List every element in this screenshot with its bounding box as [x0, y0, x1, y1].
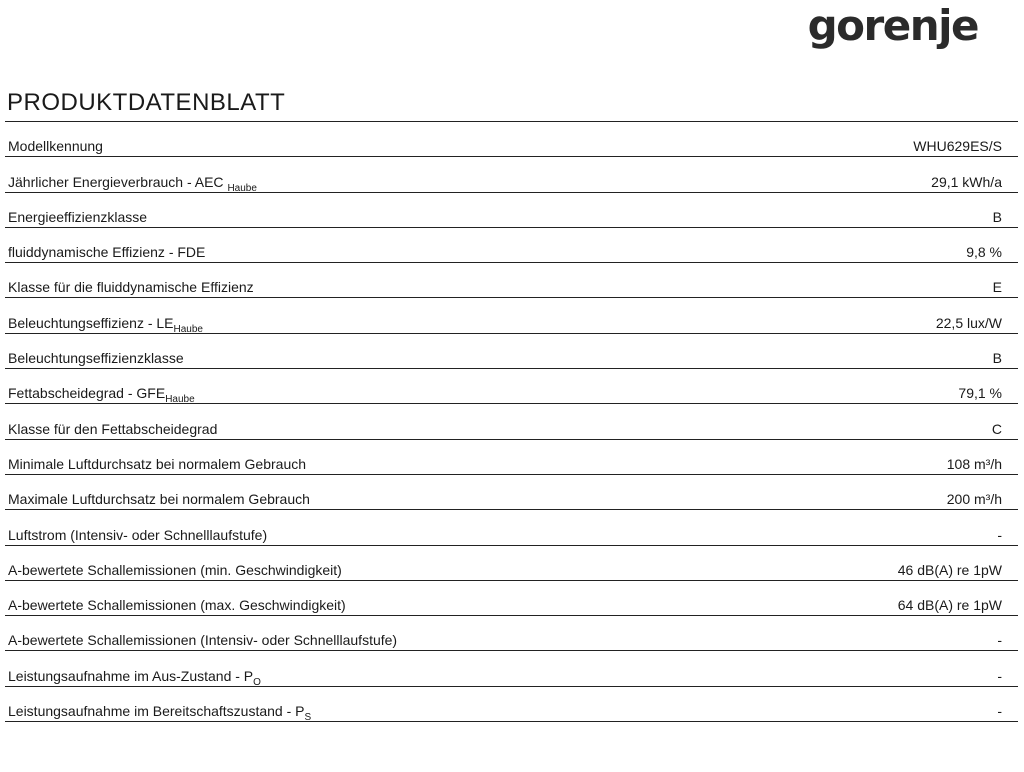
row-label: Modellkennung — [8, 138, 103, 155]
row-label: Jährlicher Energieverbrauch - AEC $_{Haube}$ — [8, 173, 257, 194]
row-label: A-bewertete Schallemissionen (max. Geschwindigkeit) — [8, 597, 346, 614]
row-label: Luftstrom (Intensiv- oder Schnelllaufstufe) — [8, 526, 268, 543]
row-value: E — [992, 279, 1002, 296]
row-value: 22,5 lux/W — [935, 314, 1002, 331]
row-value: 79,1 % — [958, 385, 1002, 402]
row-label: Fettabscheidegrad - $GFE_{Haube}$ — [8, 385, 195, 406]
brand-logo: gorenje — [807, 1, 978, 50]
table-row — [5, 581, 1018, 616]
row-label: fluiddynamische Effizienz - FDE — [8, 244, 206, 261]
table-row — [5, 687, 1018, 722]
table-row — [5, 369, 1018, 404]
table-row — [5, 440, 1018, 475]
table-row — [5, 157, 1018, 192]
table-row — [5, 193, 1018, 228]
row-label: Leistungsaufnahme im $Aus-Zustand - P_O$ — [8, 667, 261, 688]
table-row — [5, 298, 1018, 333]
table-row — [5, 651, 1018, 686]
row-label: Maximale Luftdurchsatz bei normalem Gebrauch — [8, 491, 310, 508]
row-value: 9,8 % — [966, 244, 1002, 261]
row-value: 46 dB(A) re 1pW — [897, 561, 1002, 578]
table-row — [5, 510, 1018, 545]
row-value: B — [992, 208, 1002, 225]
row-label: Beleuchtungseffizienzklasse — [8, 350, 184, 367]
row-value: - — [997, 667, 1002, 684]
row-label: Minimale Luftdurchsatz bei normalem Gebrauch — [8, 455, 307, 472]
row-value: - — [997, 632, 1002, 649]
table-row — [5, 404, 1018, 439]
row-value: 108 m³/h — [946, 455, 1002, 472]
row-value: - — [997, 526, 1002, 543]
row-label: Energieeffizienzklasse — [8, 208, 148, 225]
row-value: WHU629ES/S — [913, 138, 1002, 155]
row-label: Leistungsaufnahme im Bereitschaftszustand - $P_S$ — [8, 703, 312, 724]
row-value: 64 dB(A) re 1pW — [897, 597, 1002, 614]
row-value: 29,1 kWh/a — [931, 173, 1002, 190]
row-value: C — [991, 420, 1002, 437]
row-label: A-bewertete Schallemissionen (min. Geschwindigkeit) — [8, 561, 342, 578]
row-value: B — [992, 350, 1002, 367]
table-row — [5, 228, 1018, 263]
table-row — [5, 334, 1018, 369]
table-row — [5, 546, 1018, 581]
table-row — [5, 475, 1018, 510]
page-title: PRODUKTDATENBLATT — [7, 89, 286, 116]
row-label: Klasse für die fluiddynamische Effizienz — [8, 279, 254, 296]
table-row — [5, 263, 1018, 298]
product-data-table — [5, 121, 1018, 722]
table-row — [5, 616, 1018, 651]
row-value: - — [997, 703, 1002, 720]
row-label: Klasse für den Fettabscheidegrad — [8, 420, 218, 437]
row-value: 200 m³/h — [946, 491, 1002, 508]
table-row — [5, 122, 1018, 157]
row-label: A-bewertete Schallemissionen (Intensiv- oder Schnelllaufstufe) — [8, 632, 398, 649]
row-label: Beleuchtungseffizienz - $LE_{Haube}$ — [8, 314, 203, 335]
